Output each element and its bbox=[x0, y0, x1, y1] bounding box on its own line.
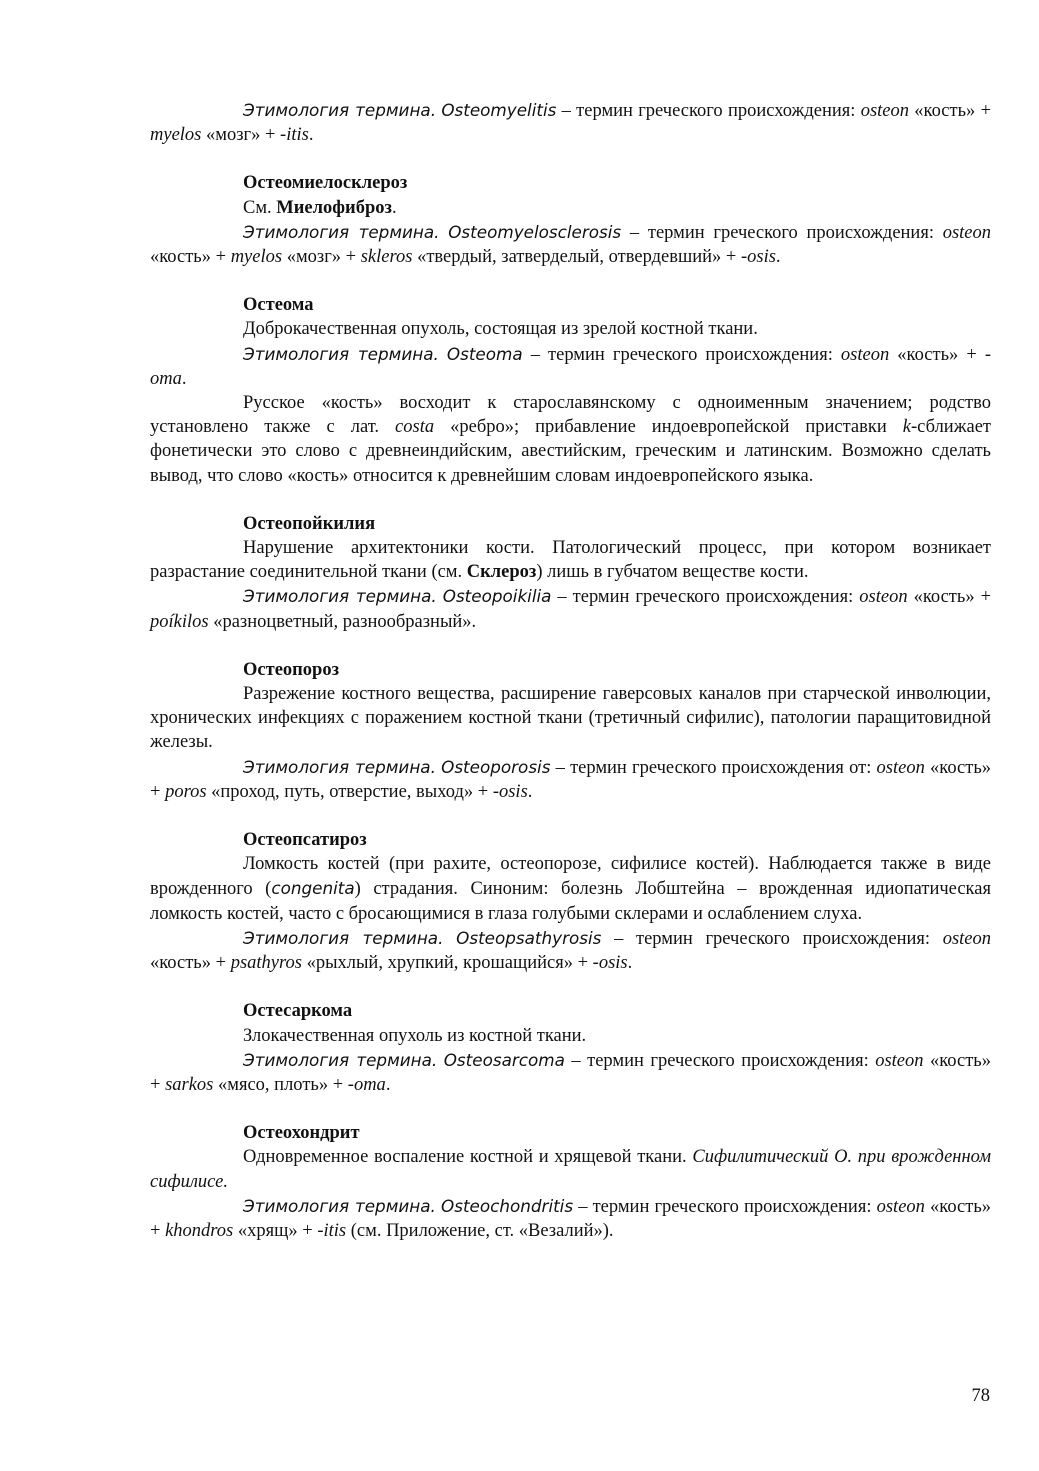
dash: – bbox=[556, 101, 577, 121]
etymology-osteopsathyrosis bbox=[150, 926, 991, 975]
text: . bbox=[527, 781, 533, 802]
text: ) страдания. Синоним: болезнь Лобштейна – врожденная идиопатическая ломкость костей, часто с бросающимися в глаза голубыми склерами и ослаблением слуха. bbox=[150, 879, 991, 924]
text: Русское «кость» восходит к старославянскому с одноименным значением; родство установлено также с лат. bbox=[150, 393, 991, 438]
text: «кость» + bbox=[907, 587, 992, 608]
greek-word: myelos bbox=[150, 125, 202, 146]
etymology-label: Этимология термина. bbox=[243, 1195, 436, 1216]
text: Одновременное воспаление костной и хрящевой ткани. bbox=[243, 1147, 693, 1168]
greek-word: sarkos bbox=[165, 1074, 214, 1095]
latin-term: Osteosarcoma bbox=[443, 1049, 565, 1070]
greek-word: osteon bbox=[942, 222, 992, 243]
text: -сближает фонетически это слово с древнеиндийским, авестийским, греческим и латинским. Возможно сделать вывод, что слово «кость» относится к древнейшим словам индоевропейского языка. bbox=[150, 417, 991, 486]
text: термин греческого происхождения от: bbox=[570, 757, 877, 778]
text: . bbox=[385, 1074, 391, 1095]
text: «ребро»; прибавление индоевропейской приставки bbox=[434, 417, 903, 438]
latin-term: Osteopoikilia bbox=[442, 586, 552, 607]
greek-word: osteon bbox=[840, 344, 890, 365]
text: термин греческого происхождения: bbox=[572, 587, 860, 608]
text: См. bbox=[243, 197, 277, 218]
greek-word: osteon bbox=[876, 1196, 925, 1217]
latin-term: Osteoporosis bbox=[441, 756, 551, 777]
latin-term: Osteochondritis bbox=[441, 1195, 574, 1216]
latin-term: Osteoma bbox=[446, 343, 523, 364]
definition bbox=[150, 536, 991, 584]
text: термин греческого происхождения: bbox=[592, 1196, 877, 1217]
greek-word: -osis bbox=[592, 953, 628, 974]
greek-word: -osis bbox=[492, 781, 528, 802]
text: «разноцветный, разнообразный». bbox=[208, 611, 477, 632]
entry-title: Остеомиелосклероз bbox=[243, 173, 408, 194]
text: «твердый, затверделый, отвердевший» + bbox=[412, 247, 741, 268]
dash: – bbox=[522, 344, 549, 365]
text: термин греческого происхождения: bbox=[647, 222, 943, 243]
text: «кость» + bbox=[889, 344, 985, 365]
entry-title: Остеохондрит bbox=[243, 1123, 360, 1144]
text: «проход, путь, отверстие, выход» + bbox=[206, 781, 493, 802]
greek-word: osteon bbox=[860, 101, 910, 121]
text: «хрящ» + bbox=[233, 1220, 318, 1241]
document-page bbox=[150, 98, 991, 1243]
text: термин греческого происхождения: bbox=[587, 1050, 876, 1071]
latin-term: Osteomyelosclerosis bbox=[448, 221, 622, 242]
greek-word: poros bbox=[165, 781, 207, 802]
etymology-osteopoikilia bbox=[150, 584, 991, 633]
entry-title: Остеопороз bbox=[243, 659, 340, 680]
greek-word: psathyros bbox=[230, 953, 302, 974]
entry-title: Остесаркома bbox=[243, 1001, 353, 1022]
text: . bbox=[181, 368, 187, 389]
etymology-label: Этимология термина. bbox=[243, 1049, 438, 1070]
etymology-label: Этимология термина. bbox=[243, 756, 436, 777]
text: «кость» + bbox=[150, 953, 231, 974]
text: «кость» + bbox=[150, 1050, 991, 1095]
etymology-osteomyelitis bbox=[150, 98, 991, 147]
text: . bbox=[775, 247, 781, 268]
greek-word: skleros bbox=[360, 247, 413, 268]
definition bbox=[150, 1145, 991, 1193]
text: «мозг» + bbox=[201, 125, 281, 146]
text: термин греческого происхождения: bbox=[576, 101, 861, 121]
text: «мясо, плоть» + bbox=[213, 1074, 348, 1095]
dash: – bbox=[573, 1196, 593, 1217]
prefix-letter: k bbox=[902, 417, 912, 438]
greek-word: osteon bbox=[876, 757, 925, 778]
dash: – bbox=[621, 222, 648, 243]
latin-word: costa bbox=[395, 417, 435, 438]
entry-title: Остеопсатироз bbox=[243, 830, 367, 851]
etymology-note bbox=[150, 391, 991, 488]
greek-word: khondros bbox=[165, 1220, 234, 1241]
text: «мозг» + bbox=[282, 247, 361, 268]
definition: Злокачественная опухоль из костной ткани. bbox=[243, 1025, 587, 1046]
dash: – bbox=[601, 928, 636, 949]
text: Ломкость костей (при рахите, остеопорозе, сифилисе костей). Наблюдается также в виде врожденного ( bbox=[150, 854, 991, 900]
cross-reference: Склероз bbox=[466, 562, 537, 583]
see-also bbox=[150, 196, 991, 220]
text: (см. Приложение, ст. «Везалий»). bbox=[346, 1220, 614, 1241]
entry-title: Остеопойкилия bbox=[243, 513, 376, 534]
latin-term: Osteomyelitis bbox=[441, 100, 557, 120]
greek-word: -osis bbox=[740, 247, 776, 268]
greek-word: -oma bbox=[150, 344, 991, 389]
etymology-label: Этимология термина. bbox=[243, 927, 444, 948]
italic-note: Сифилитический О. при врожденном сифилисе. bbox=[150, 1147, 992, 1192]
page-number: 78 bbox=[971, 1386, 990, 1406]
text: термин греческого происхождения: bbox=[636, 928, 943, 949]
greek-word: -itis bbox=[317, 1220, 347, 1241]
greek-word: poíkilos bbox=[150, 611, 209, 632]
text: . bbox=[308, 125, 314, 146]
latin-term: Osteopsathyrosis bbox=[456, 927, 602, 948]
text: . bbox=[391, 197, 397, 218]
text: «кость» + bbox=[909, 101, 991, 121]
etymology-osteochondritis bbox=[150, 1194, 991, 1243]
text: «рыхлый, хрупкий, крошащийся» + bbox=[301, 953, 593, 974]
text: «кость» + bbox=[150, 1196, 992, 1241]
etymology-label: Этимология термина. bbox=[243, 100, 437, 120]
etymology-label: Этимология термина. bbox=[243, 343, 439, 364]
cross-reference: Миелофиброз bbox=[276, 197, 392, 218]
greek-word: osteon bbox=[942, 928, 992, 949]
text: «кость» + bbox=[150, 757, 992, 802]
dash: – bbox=[550, 757, 571, 778]
etymology-osteoma bbox=[150, 342, 991, 391]
greek-word: -itis bbox=[280, 125, 309, 146]
definition bbox=[150, 852, 991, 926]
greek-word: osteon bbox=[859, 587, 908, 608]
text: термин греческого происхождения: bbox=[548, 344, 841, 365]
text: Нарушение архитектоники кости. Патологический процесс, при котором возникает разрастание соединительной ткани (см. bbox=[150, 538, 991, 583]
entry-title: Остеома bbox=[243, 295, 314, 316]
greek-word: osteon bbox=[875, 1050, 924, 1071]
etymology-label: Этимология термина. bbox=[243, 221, 440, 242]
etymology-osteosarcoma bbox=[150, 1048, 991, 1097]
etymology-osteoporosis bbox=[150, 755, 991, 804]
greek-word: -oma bbox=[347, 1074, 386, 1095]
greek-word: myelos bbox=[230, 247, 283, 268]
dash: – bbox=[564, 1050, 588, 1071]
latin-word: congenita bbox=[271, 878, 355, 899]
definition: Разрежение костного вещества, расширение гаверсовых каналов при старческой инволюции, хронических инфекциях с поражением костной ткани (третичный сифилис), патологии паращитовидной железы. bbox=[150, 684, 991, 753]
etymology-label: Этимология термина. bbox=[243, 586, 437, 607]
text: ) лишь в губчатом веществе кости. bbox=[536, 562, 809, 583]
dash: – bbox=[551, 587, 573, 608]
definition: Доброкачественная опухоль, состоящая из зрелой костной ткани. bbox=[243, 319, 758, 340]
etymology-osteomyelosclerosis bbox=[150, 220, 991, 269]
text: . bbox=[627, 953, 633, 974]
text: «кость» + bbox=[150, 247, 231, 268]
